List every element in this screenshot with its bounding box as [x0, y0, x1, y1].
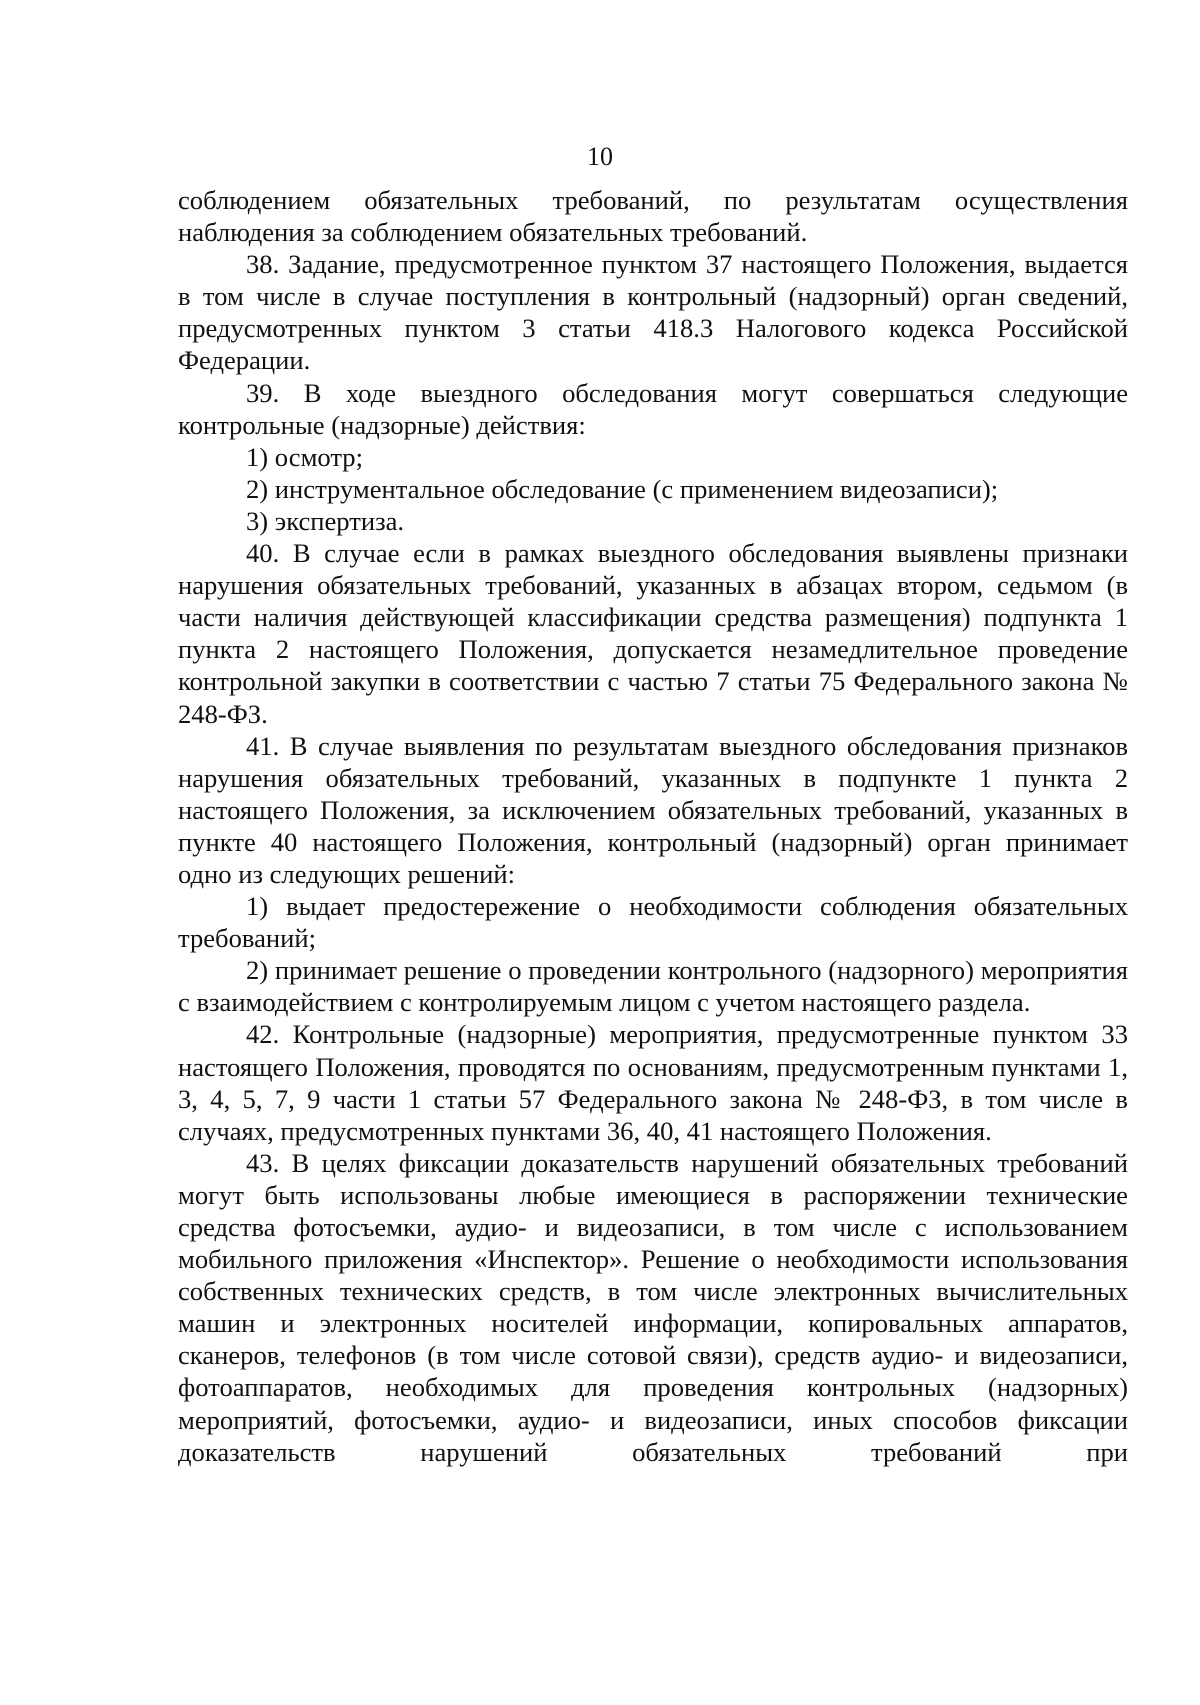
paragraph-38: 38. Задание, предусмотренное пунктом 37 настоящего Положения, выдается в том числе в случае поступления в контрольный (надзорный) орган сведений, предусмотренных пунктом 3 статьи 418.3 Налогового кодекса Российской Федерации.: [178, 249, 1128, 376]
list-item-1: 1) осмотр;: [246, 441, 363, 472]
paragraph-39: 39. В ходе выездного обследования могут совершаться следующие контрольные (надзорные) действия:: [178, 377, 1128, 440]
paragraph-40: 40. В случае если в рамках выездного обследования выявлены признаки нарушения обязательных требований, указанных в абзацах втором, седьмом (в части наличия действующей классификации средства размещения) подпункта 1 пункта 2 настоящего Положения, допускается незамедлительное проведение контрольной закупки в соответствии с частью 7 статьи 75 Федерального закона № 248-ФЗ.: [178, 538, 1128, 729]
list-item-41-1: 1) выдает предостережение о необходимости соблюдения обязательных требований;: [178, 891, 1128, 954]
paragraph-42: 42. Контрольные (надзорные) мероприятия, предусмотренные пунктом 33 настоящего Положения, проводятся по основаниям, предусмотренным пунктами 1, 3, 4, 5, 7, 9 части 1 статьи 57 Федерального закона № 248-ФЗ, в том числе в случаях, предусмотренных пунктами 36, 40, 41 настоящего Положения.: [178, 1019, 1128, 1146]
document-body: [178, 184, 1128, 1468]
list-item-2: 2) инструментальное обследование (с применением видеозаписи);: [246, 473, 999, 504]
paragraph-continuation: соблюдением обязательных требований, по результатам осуществления наблюдения за соблюдением обязательных требований.: [178, 185, 1128, 248]
list-item-41-2: 2) принимает решение о проведении контрольного (надзорного) мероприятия с взаимодействием с контролируемым лицом с учетом настоящего раздела.: [178, 955, 1128, 1018]
paragraph-41: 41. В случае выявления по результатам выездного обследования признаков нарушения обязательных требований, указанных в подпункте 1 пункта 2 настоящего Положения, за исключением обязательных требований, указанных в пункте 40 настоящего Положения, контрольный (надзорный) орган принимает одно из следующих решений:: [178, 730, 1128, 889]
list-item-3: 3) экспертиза.: [246, 505, 405, 536]
page-number: 10: [587, 142, 613, 171]
paragraph-43: 43. В целях фиксации доказательств нарушений обязательных требований могут быть использованы любые имеющиеся в распоряжении технические средства фотосъемки, аудио- и видеозаписи, в том числе с использованием мобильного приложения «Инспектор». Решение о необходимости использования собственных технических средств, в том числе электронных вычислительных машин и электронных носителей информации, копировальных аппаратов, сканеров, телефонов (в том числе сотовой связи), средств аудио- и видеозаписи, фотоаппаратов, необходимых для проведения контрольных (надзорных) мероприятий, фотосъемки, аудио- и видеозаписи, иных способов фиксации доказательств нарушений обязательных требований при: [178, 1147, 1128, 1467]
